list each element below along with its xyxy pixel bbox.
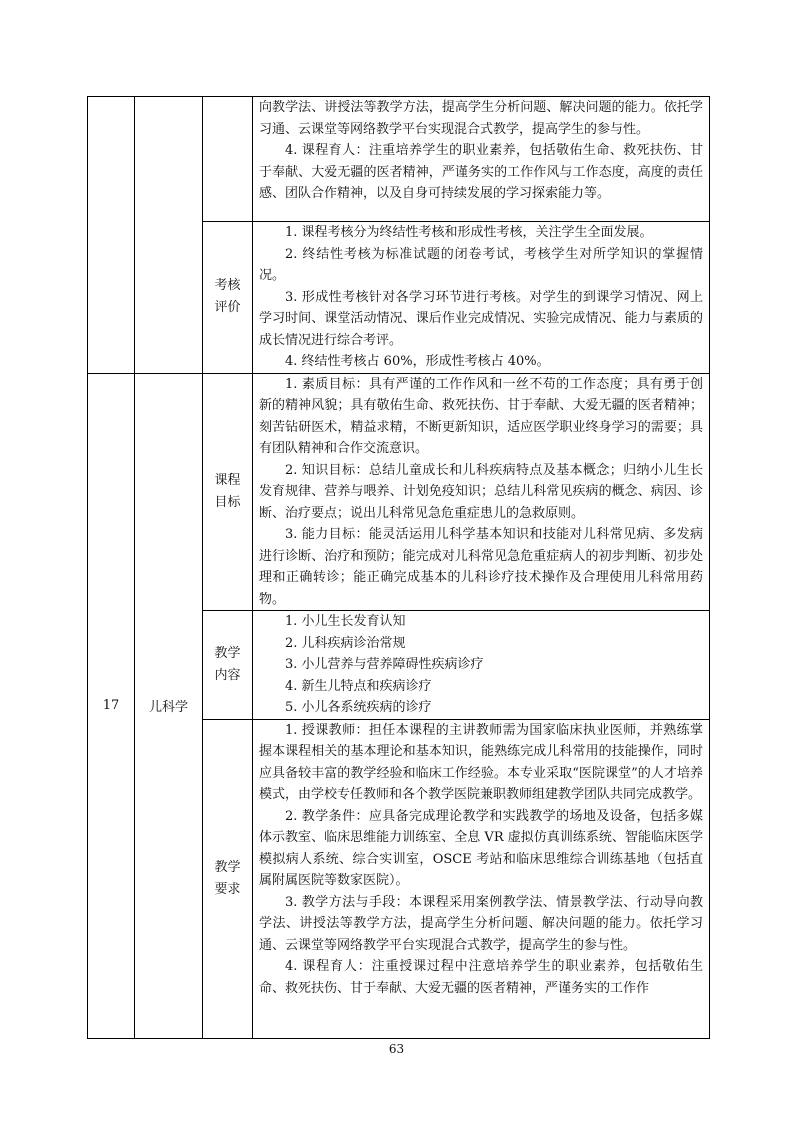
- paragraph: 2. 终结性考核为标准试题的闭卷考试，考核学生对所学知识的掌握情况。: [259, 246, 703, 283]
- goals-label: [203, 373, 253, 611]
- requirements-label-text: 教学要求: [214, 859, 241, 897]
- paragraph: 4. 课程育人：注重授课过程中注意培养学生的职业素养，包括敬佑生命、救死扶伤、甘于奉献、大爱无疆的医者精神，严谨务实的工作作: [259, 959, 703, 996]
- table-row: [88, 97, 710, 222]
- goals-label-text: 课程目标: [214, 472, 241, 510]
- assessment-label: [203, 222, 253, 374]
- list-item: 4. 新生儿特点和疾病诊疗: [285, 678, 432, 694]
- paragraph: 4. 课程育人：注重培养学生的职业素养，包括敬佑生命、救死扶伤、甘于奉献、大爱无疆的医者精神，严谨务实的工作作风与工作态度，高度的责任感、团队合作精神，以及自身可持续发展的学习探索能力等。: [259, 143, 703, 201]
- list-item: 5. 小儿各系统疾病的诊疗: [285, 700, 432, 715]
- table-row: [88, 373, 710, 611]
- paragraph: 1. 课程考核分为终结性考核和形成性考核，关注学生全面发展。: [285, 225, 653, 240]
- paragraph: 1. 授课教师：担任本课程的主讲教师需为国家临床执业医师，并熟练掌握本课程相关的基本理论和基本知识，能熟练完成儿科常用的技能操作，同时应具备较丰富的教学经验和临床工作经验。本专业采取“医院课堂”的人才培养模式，由学校专任教师和各个教学医院兼职教师组建教学团队共同完成教学。: [259, 722, 703, 802]
- content-list: [259, 611, 703, 719]
- paragraph: 1. 素质目标：具有严谨的工作作风和一丝不苟的工作态度；具有勇于创新的精神风貌；具有敬佑生命、救死扶伤、甘于奉献、大爱无疆的医者精神；刻苦钻研医术，精益求精，不断更新知识，适应医学职业终身学习的需要；具有团队精神和合作交流意识。: [259, 376, 703, 456]
- course-name-cell: 儿科学: [135, 373, 203, 1038]
- assessment-label-text: 考核评价: [214, 278, 241, 316]
- paragraph: 2. 教学条件：应具备完成理论教学和实践教学的场地及设备，包括多媒体示教室、临床思维能力训练室、全息 VR 虚拟仿真训练系统、智能临床医学模拟病人系统、综合实训室，OSCE 考站和临床思维综合训练基地（包括直属附属医院等数家医院）。: [259, 808, 703, 888]
- course-name-cell: [135, 97, 203, 374]
- course-goals-content: [253, 373, 710, 611]
- course-table-page: [87, 96, 710, 1039]
- teaching-requirements: [253, 719, 710, 1038]
- paragraph: 3. 教学方法与手段：本课程采用案例教学法、情景教学法、行动导向教学法、讲授法等教学方法，提高学生分析问题、解决问题的能力。依托学习通、云课堂等网络教学平台实现混合式教学，提高学生的参与性。: [259, 894, 703, 953]
- list-item: 3. 小儿营养与营养障碍性疾病诊疗: [285, 657, 484, 672]
- section-label-cell: [203, 97, 253, 222]
- course-table: [87, 96, 710, 1039]
- course-number-cell: [88, 97, 135, 374]
- list-item: 1. 小儿生长发育认知: [285, 614, 406, 629]
- paragraph: 3. 形成性考核针对各学习环节进行考核。对学生的到课学习情况、网上学习时间、课堂活动情况、课后作业完成情况、实验完成情况、能力与素质的成长情况进行综合考评。: [259, 289, 703, 348]
- paragraph: 3. 能力目标：能灵活运用儿科学基本知识和技能对儿科常见病、多发病进行诊断、治疗和预防；能完成对儿科常见急危重症病人的初步判断、初步处理和正确转诊；能正确完成基本的儿科诊疗技术操作及合理使用儿科常用药物。: [259, 527, 703, 607]
- content-label-text: 教学内容: [214, 645, 241, 683]
- list-item: 2. 儿科疾病诊治常规: [285, 635, 406, 651]
- paragraph: 2. 知识目标：总结儿童成长和儿科疾病特点及基本概念；归纳小儿生长发育规律、营养与喂养、计划免疫知识；总结儿科常见疾病的概念、病因、诊断、治疗要点；说出儿科常见急危重症患儿的急救原则。: [259, 462, 703, 521]
- teaching-content: [253, 611, 710, 720]
- paragraph: 向教学法、讲授法等教学方法，提高学生分析问题、解决问题的能力。依托学习通、云课堂等网络教学平台实现混合式教学，提高学生的参与性。: [259, 100, 703, 137]
- course-number-cell: 17: [88, 373, 135, 1038]
- page-number: 63: [388, 1042, 405, 1056]
- assessment-content: [253, 222, 710, 374]
- requirements-label: [203, 719, 253, 1038]
- paragraph: 4. 终结性考核占 60%，形成性考核占 40%。: [285, 354, 550, 369]
- teaching-requirements-continued: [253, 97, 710, 222]
- content-label: [203, 611, 253, 720]
